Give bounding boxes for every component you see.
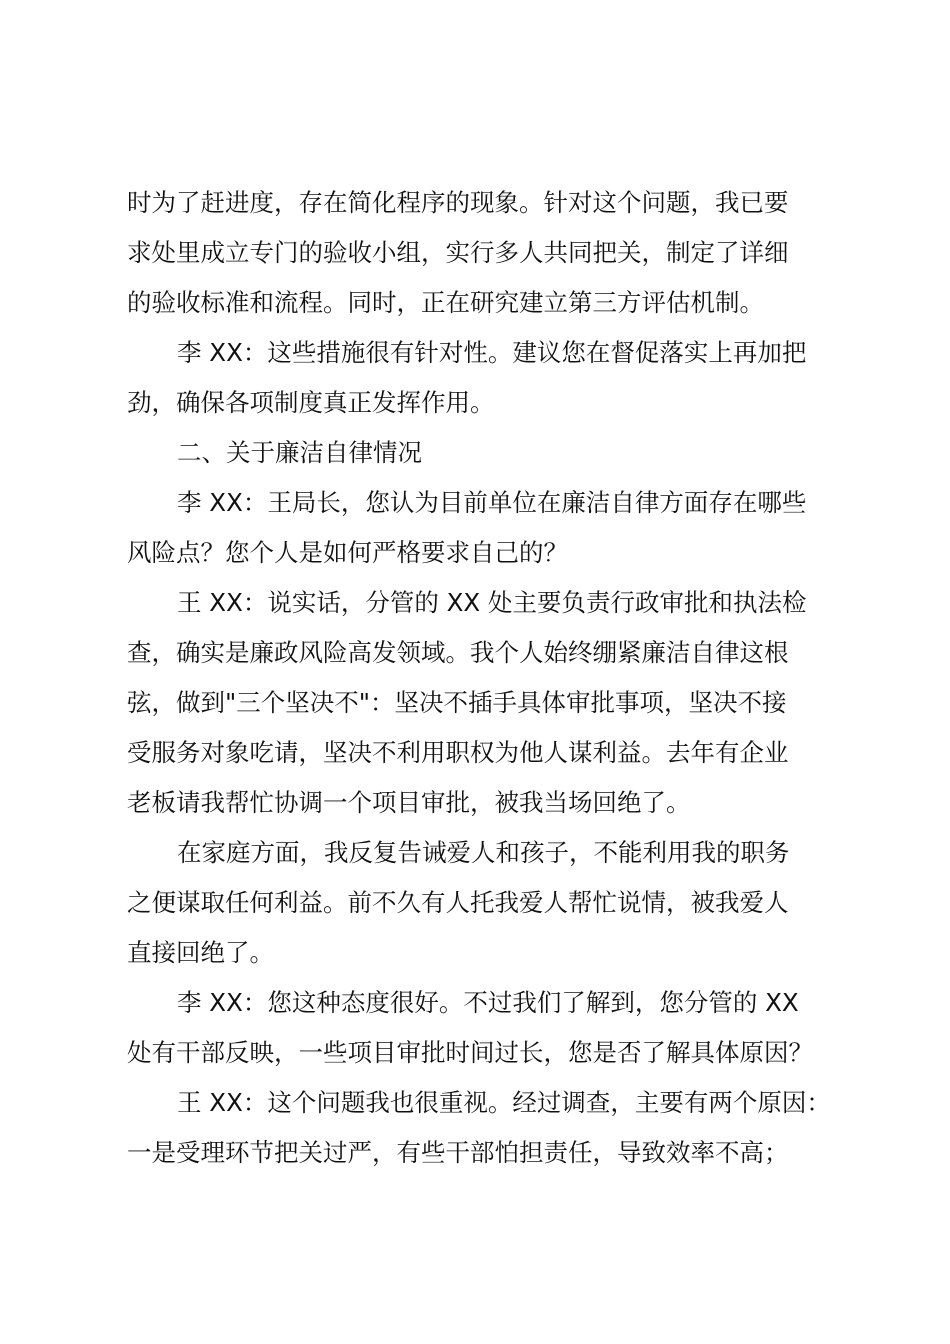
paragraph-1: [127, 178, 833, 328]
heading-line: 二、关于廉洁自律情况: [177, 438, 422, 467]
text-line: 老板请我帮忙协调一个项目审批，被我当场回绝了。: [127, 788, 691, 817]
paragraph-7: [127, 978, 833, 1078]
text-line: 一是受理环节把关过严，有些干部怕担责任，导致效率不高；: [127, 1138, 789, 1167]
paragraph-5: [127, 578, 833, 828]
text-line: 直接回绝了。: [127, 938, 274, 967]
text-line: 受服务对象吃请，坚决不利用职权为他人谋利益。去年有企业: [127, 738, 789, 767]
text-line: 在家庭方面，我反复告诫爱人和孩子，不能利用我的职务: [177, 838, 790, 867]
paragraph-2: [127, 328, 833, 428]
document-body: [127, 178, 833, 1178]
text-line: 王 XX：这个问题我也很重视。经过调查，主要有两个原因：: [177, 1088, 831, 1117]
paragraph-4: [127, 478, 833, 578]
text-line: 的验收标准和流程。同时，正在研究建立第三方评估机制。: [127, 288, 764, 317]
text-line: 王 XX：说实话，分管的 XX 处主要负责行政审批和执法检: [177, 588, 807, 617]
text-line: 风险点？您个人是如何严格要求自己的？: [127, 538, 568, 567]
paragraph-6: [127, 828, 833, 978]
text-line: 劲，确保各项制度真正发挥作用。: [127, 388, 495, 417]
text-line: 查，确实是廉政风险高发领域。我个人始终绷紧廉洁自律这根: [127, 638, 789, 667]
text-line: 李 XX：这些措施很有针对性。建议您在督促落实上再加把: [177, 338, 807, 367]
paragraph-8: [127, 1078, 833, 1178]
text-line: 李 XX：王局长，您认为目前单位在廉洁自律方面存在哪些: [177, 488, 807, 517]
text-line: 处有干部反映，一些项目审批时间过长，您是否了解具体原因？: [127, 1038, 813, 1067]
text-line: 弦，做到"三个坚决不"：坚决不插手具体审批事项，坚决不接: [127, 688, 787, 717]
text-line: 时为了赶进度，存在简化程序的现象。针对这个问题，我已要: [127, 188, 789, 217]
text-line: 求处里成立专门的验收小组，实行多人共同把关，制定了详细: [127, 238, 789, 267]
text-line: 之便谋取任何利益。前不久有人托我爱人帮忙说情，被我爱人: [127, 888, 789, 917]
section-heading: [127, 428, 833, 478]
text-line: 李 XX：您这种态度很好。不过我们了解到，您分管的 XX: [177, 988, 799, 1017]
